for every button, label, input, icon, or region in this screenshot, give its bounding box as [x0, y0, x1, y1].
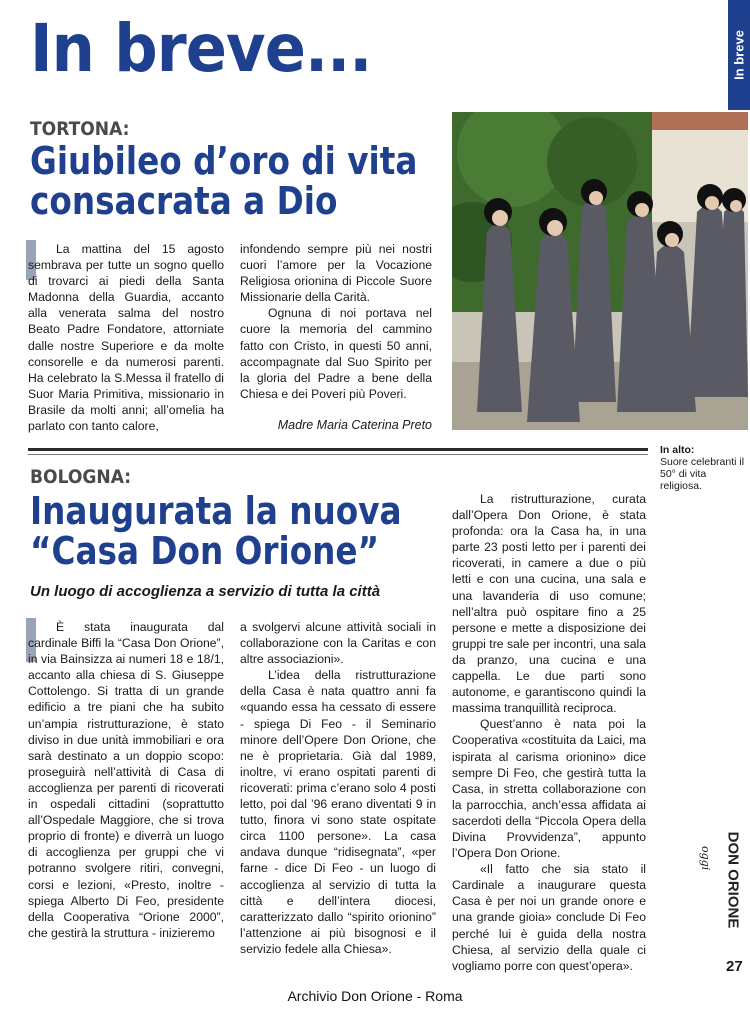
- nuns-photo: [452, 112, 748, 430]
- article2-column-3: [452, 491, 646, 974]
- section-masthead: In breve...: [30, 10, 372, 87]
- article1-location: TORTONA:: [30, 118, 130, 140]
- caption-text: Suore celebranti il 50° di vita religiosa.: [660, 456, 745, 492]
- article2-col3-p2: Quest’anno è nata poi la Cooperativa «costituita da Laici, ma ispirata al carisma orionino» dice sempre Di Feo, che gestirà tutta la Casa, in stretta collaborazione con la parrocchia, anch’essa affidata ai sacerdoti della “Piccola Opera della Divina Provvidenza”, appunto l’Opera Don Orione.: [452, 717, 646, 861]
- article2-col3-p1: La ristrutturazione, curata dall’Opera Don Orione, è stata profonda: ora la Casa ha, in una parte 23 posti letto per i parenti dei ricoverati, in camere a due o più letti e con una cucina, una sala e una lavanderia di uso comune; nell’altra può ospitare fino a 25 persone e mette a disposizione dei gruppi tre sale per incontri, una sala da pranzo, una cucina e una cappella. Le due parti sono autonome, e garantiscono quindi la massima tranquillità reciproca.: [452, 492, 646, 716]
- article2-title-line2: “Casa Don Orione”: [30, 528, 380, 573]
- article1-col2-p1: infondendo sempre più nei nostri cuori l’amore per la Vocazione Religiosa orionina di Piccole Suore Missionarie della Carità.: [240, 242, 432, 305]
- magazine-brand: [722, 831, 744, 929]
- article2-col2-p1: a svolgervi alcune attività sociali in collaborazione con la Caritas e con altre associazioni».: [240, 620, 436, 667]
- article1-title: [30, 139, 443, 223]
- article2-col2-p2: L’idea della ristrutturazione della Casa è nata quattro anni fa «quando essa ha cessato di essere - spiega Di Feo - il Seminario minore dell’Opere Don Orione, che ne è proprietaria. Già dal 1989, inoltre, vi erano ospitati parenti di ricoverati: prima c’erano solo 4 posti letto, poi dal ’96 erano diventati 9 in tutto, finora vi sono state ospitate circa 1100 persone». La casa andava dunque “ridisegnata”, «per farne - dice Di Feo - un luogo di accoglienza al servizio di tutta la città e dell’intera diocesi, caratterizzato dallo “spirito orionino” l’attenzione ai più bisognosi e il servizio fedele alla Chiesa».: [240, 668, 436, 956]
- article1-title-line1: Giubileo d’oro di vita: [30, 139, 418, 183]
- archive-footer: Archivio Don Orione - Roma: [287, 988, 463, 1004]
- article2-location: BOLOGNA:: [30, 466, 132, 488]
- magazine-name: DON ORIONE: [724, 831, 742, 929]
- article2-column-1: [28, 619, 224, 941]
- article1-title-line2: consacrata a Dio: [30, 178, 338, 223]
- section-tab: [728, 0, 750, 110]
- section-divider: [28, 448, 648, 451]
- photo-caption: [660, 444, 748, 492]
- article1-column-1: [28, 241, 224, 434]
- article1-col1-text: La mattina del 15 agosto sembrava per tutte un sogno quello di trovarci ai piedi della Santa Madonna della Guardia, accanto alla venerata salma del nostro Beato Padre Fondatore, attorniate dalle nostre Superiore e da molte consorelle e da numerosi parenti. Ha celebrato la S.Messa il fratello di Suor Maria Primitiva, missionario in Brasile da molti anni; all’omelia ha parlato con tanto calore,: [28, 242, 224, 434]
- article2-col1-text: È stata inaugurata dal cardinale Biffi la “Casa Don Orione”, in via Bainsizza ai numeri 18 e 18/1, accanto alla chiesa di S. Giuseppe Cottolengo. Si tratta di un grande edificio a tre piani che ha subito un’ampia ristrutturazione, è stato diviso in due unità immobiliari e ora sarà destinato a un doppio scopo: proseguirà nell’attività di Casa di accoglienza per parenti di ricoverati in ospedali cittadini (soprattutto all’Ospedale Maggiore, che si trova proprio di fronte) e diverrà un luogo di accoglienza per gruppi che vi potranno svolgere ritiri, convegni, corsi e lezioni, «Presto, inoltre - spiega Alberto Di Feo, presidente della Cooperativa “Orione 2000”, che gestirà la struttura - inizieremo: [28, 620, 224, 940]
- article2-subtitle: Un luogo di accoglienza a servizio di tutta la città: [30, 583, 381, 600]
- caption-heading: In alto:: [660, 444, 695, 456]
- article1-signature: Madre Maria Caterina Preto: [277, 418, 432, 432]
- article2-title-line1: Inaugurata la nuova: [30, 489, 402, 533]
- article2-col3-p3: «Il fatto che sia stato il Cardinale a inaugurare questa Casa è per noi un grande onore e una grande gioia» conclude Di Feo perché lui è guida della nostra Chiesa, al servizio della quale ci vogliamo porre con quest’opera».: [452, 862, 646, 973]
- page-number: 27: [726, 958, 743, 975]
- article2-title: [30, 489, 443, 573]
- section-tab-label: In breve: [731, 30, 747, 80]
- article2-column-2: [240, 619, 436, 957]
- magazine-suffix: oggi: [699, 846, 712, 871]
- section-divider-thin: [28, 454, 648, 455]
- article1-col2-p2: Ognuna di noi portava nel cuore la memoria del cammino fatto con Cristo, in questi 50 anni, accompagnate dal Suo Spirito per la gloria del Padre a bene della Chiesa e dei Poveri più Poveri.: [240, 306, 432, 401]
- article1-column-2: [240, 241, 432, 402]
